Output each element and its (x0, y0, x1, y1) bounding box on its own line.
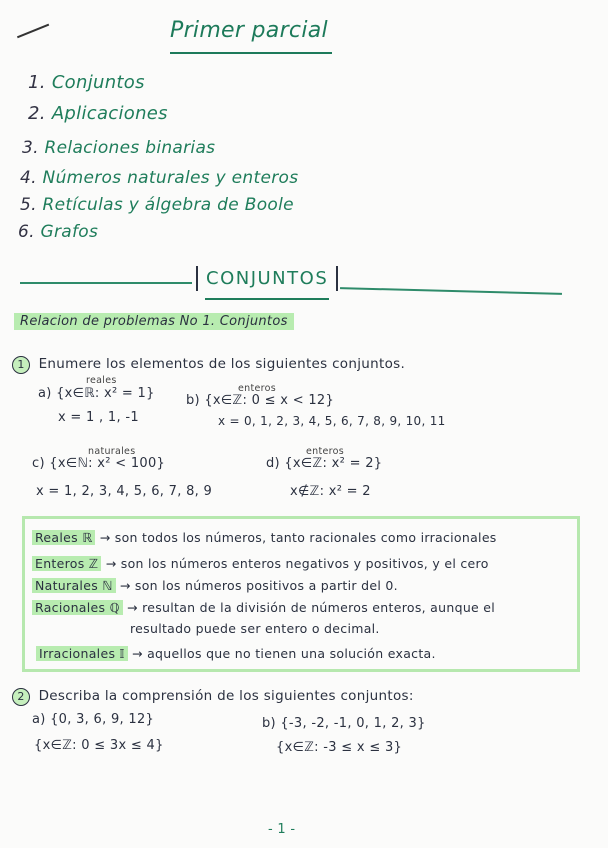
page-title: Primer parcial (170, 18, 328, 43)
definition-irracionales: Irracionales 𝕀 → aquellos que no tienen una solución exacta. (36, 646, 436, 661)
topic-item: 1. Conjuntos (28, 72, 145, 93)
note-enteros: enteros (238, 383, 276, 394)
exercise-1b-set: b) {x∈ℤ: 0 ≤ x < 12} (186, 393, 335, 408)
section-title: CONJUNTOS (196, 266, 338, 291)
definition-naturales: Naturales ℕ → son los números positivos a partir del 0. (32, 578, 398, 593)
exercise-1d-set: d) {x∈ℤ: x² = 2} (266, 456, 383, 471)
exercise-2a-answer: {x∈ℤ: 0 ≤ 3x ≤ 4} (34, 738, 164, 753)
exercise-1b-answer: x = 0, 1, 2, 3, 4, 5, 6, 7, 8, 9, 10, 11 (218, 414, 446, 428)
section-rule-left (20, 282, 192, 284)
section-underline (205, 298, 329, 300)
exercise-2a-set: a) {0, 3, 6, 9, 12} (32, 712, 155, 727)
exercise-1-statement: 1 Enumere los elementos de los siguientes conjuntos. (12, 356, 405, 374)
exercise-1a-answer: x = 1 , 1, -1 (58, 410, 139, 425)
section-rule-right (340, 287, 562, 295)
definition-racionales: Racionales ℚ → resultan de la división de números enteros, aunque el (32, 600, 495, 615)
note-enteros-d: enteros (306, 446, 344, 457)
exercise-number: 2 (12, 688, 30, 706)
exercise-number: 1 (12, 356, 30, 374)
topic-item: 6. Grafos (18, 222, 99, 242)
note-naturales: naturales (88, 446, 136, 457)
exercise-1a-set: a) {x∈ℝ: x² = 1} (38, 386, 155, 401)
topic-item: 4. Números naturales y enteros (20, 168, 299, 188)
topic-item: 3. Relaciones binarias (22, 138, 216, 158)
exercise-2-statement: 2 Describa la comprensión de los siguientes conjuntos: (12, 688, 414, 706)
problem-set-title: Relacion de problemas No 1. Conjuntos (14, 313, 294, 330)
pen-stroke (17, 24, 49, 38)
exercise-2b-answer: {x∈ℤ: -3 ≤ x ≤ 3} (276, 740, 403, 755)
note-reales: reales (86, 375, 117, 386)
title-underline (170, 52, 332, 54)
definition-reales: Reales ℝ → son todos los números, tanto racionales como irracionales (32, 530, 497, 545)
definition-enteros: Enteros ℤ → son los números enteros negativos y positivos, y el cero (32, 556, 489, 571)
exercise-1d-answer: x∉ℤ: x² = 2 (290, 484, 371, 499)
topic-item: 5. Retículas y álgebra de Boole (20, 195, 294, 215)
definition-racionales-cont: resultado puede ser entero o decimal. (130, 621, 380, 636)
exercise-1c-set: c) {x∈ℕ: x² < 100} (32, 456, 166, 471)
exercise-2b-set: b) {-3, -2, -1, 0, 1, 2, 3} (262, 716, 426, 731)
exercise-1c-answer: x = 1, 2, 3, 4, 5, 6, 7, 8, 9 (36, 484, 213, 499)
page-number: - 1 - (268, 822, 296, 837)
topic-item: 2. Aplicaciones (28, 103, 168, 124)
